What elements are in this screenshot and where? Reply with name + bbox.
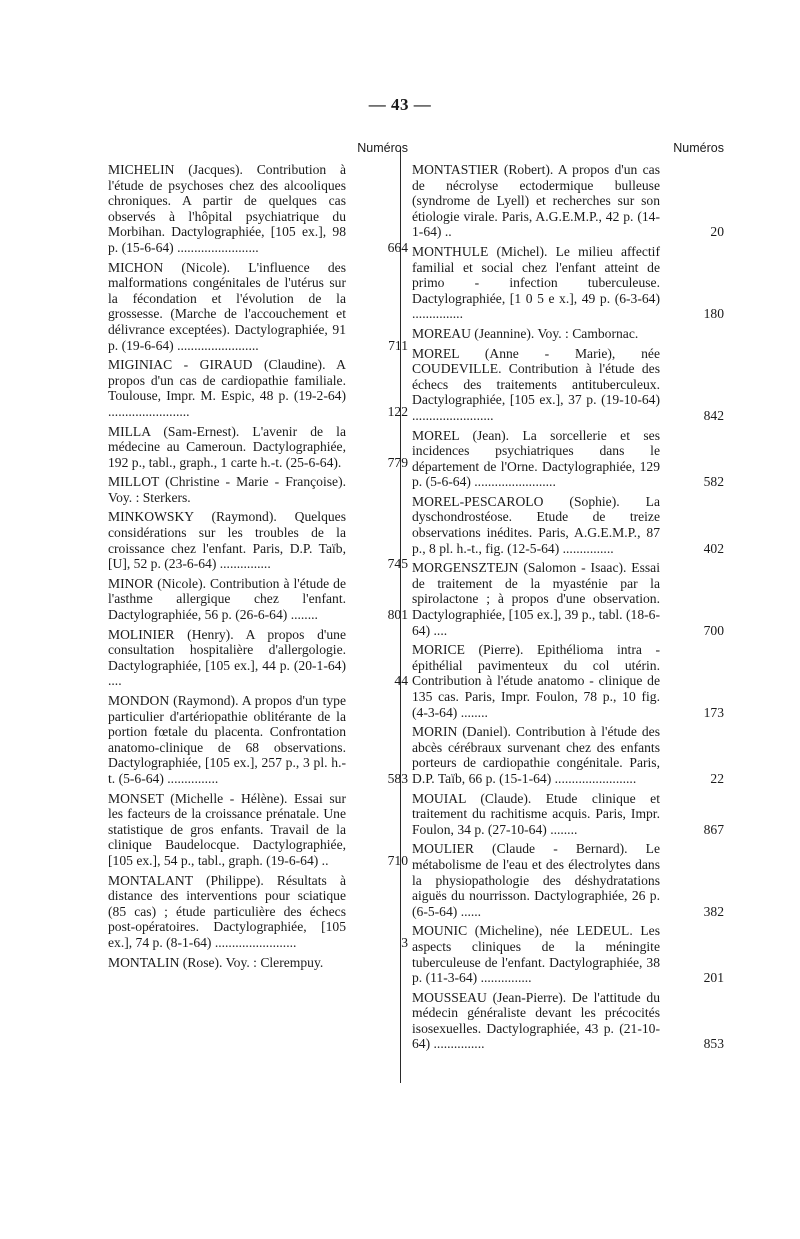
bibliography-entry — [412, 162, 724, 240]
entry-text: MOLINIER (Henry). A propos d'une consultation hospitalière d'allergologie. Dactylographiée, [105 ex.], 44 p. (20-1-64) .... — [108, 626, 346, 689]
bibliography-entry — [108, 357, 408, 419]
entry-text: MOREL (Anne - Marie), née COUDEVILLE. Contribution à l'étude des échecs des traitements antituberculeux. Dactylographiée, [105 ex.], 37 p. (19-10-64) ........................ — [412, 345, 660, 423]
entry-text: MONDON (Raymond). A propos d'un type particulier d'artériopathie oblitérante de la portion fœtale du placenta. Confrontation anatomo-clinique de 68 observations. Dactylographiée, [105 ex.], 257 p., 3 pl. h.-t. (5-6-64) ............... — [108, 693, 346, 786]
numeros-heading: Numéros — [357, 141, 408, 155]
bibliography-entry — [108, 162, 408, 256]
bibliography-entry — [412, 326, 712, 342]
right-column — [412, 138, 724, 1056]
bibliography-entry — [108, 260, 408, 354]
entry-number: 779 — [387, 454, 408, 470]
bibliography-entry — [108, 509, 408, 571]
entry-number: 745 — [387, 556, 408, 572]
entry-number: 700 — [703, 622, 724, 638]
entry-text: MONTALIN (Rose). Voy. : Clerempuy. — [108, 954, 324, 970]
bibliography-entry — [108, 955, 408, 971]
entry-text: MORICE (Pierre). Epithélioma intra - épithélial pavimenteux du col utérin. Contribution à l'étude anatomo - clinique de 135 cas. Paris, Impr. Foulon, 78 p., 10 fig. (4-3-64) ........ — [412, 642, 660, 720]
entry-text: MIGINIAC - GIRAUD (Claudine). A propos d'un cas de cardiopathie familiale. Toulouse, Impr. M. Espic, 48 p. (19-2-64) ........................ — [108, 357, 346, 419]
entry-text: MICHELIN (Jacques). Contribution à l'étude de psychoses chez des alcooliques chroniques. A partir de quelques cas observés à l'hôpital psychiatrique du Morbihan. Dactylographiée, [105 ex.], 98 p. (15-6-64) ........................ — [108, 162, 346, 255]
bibliography-entry — [412, 642, 724, 720]
entry-text: MILLOT (Christine - Marie - Françoise). Voy. : Sterkers. — [108, 474, 346, 505]
bibliography-entry — [412, 724, 724, 786]
entry-number: 122 — [387, 403, 408, 419]
bibliography-entry — [108, 474, 408, 505]
bibliography-entry — [108, 576, 408, 623]
entry-text: MONSET (Michelle - Hélène). Essai sur les facteurs de la croissance prénatale. Une statistique de gros enfants. Travail de la clinique Baudelocque. Dactylographiée, [105 ex.], 54 p., tabl., graph. (19-6-64) .. — [108, 790, 346, 868]
entry-number: 867 — [703, 821, 724, 837]
entry-number: 201 — [703, 970, 724, 986]
page-number: — 43 — — [368, 95, 432, 114]
entry-number: 44 — [394, 673, 408, 689]
entry-text: MOUIAL (Claude). Etude clinique et traitement du rachitisme acquis. Paris, Impr. Foulon, 34 p. (27-10-64) ........ — [412, 790, 660, 837]
entry-text: MOUSSEAU (Jean-Pierre). De l'attitude du médecin généraliste devant les précocités isosexuelles. Dactylographiée, 43 p. (21-10-64) ............... — [412, 989, 660, 1052]
entry-number: 801 — [387, 607, 408, 623]
entry-text: MOULIER (Claude - Bernard). Le métabolisme de l'eau et des électrolytes dans la physiopathologie des déshydratations aiguës du nourrisson. Dactylographiée, 26 p. (6-5-64) ...... — [412, 841, 660, 919]
bibliography-entry — [108, 873, 408, 951]
bibliography-entry — [412, 923, 724, 986]
bibliography-entry — [412, 790, 724, 838]
bibliography-entry — [412, 841, 724, 919]
bibliography-entry — [412, 989, 724, 1052]
bibliography-entry — [412, 560, 724, 638]
entry-text: MORGENSZTEJN (Salomon - Isaac). Essai de traitement de la myasténie par la spirolactone ; à propos d'une observation. Dactylographiée, [105 ex.], 39 p., tabl. (18-6-64) .... — [412, 560, 660, 638]
bibliography-entry — [108, 693, 408, 787]
entry-text: MOREL-PESCAROLO (Sophie). La dyschondrostéose. Etude de treize observations inédites. Paris, A.G.E.M.P., 87 p., 8 pl. h.-t., fig. (12-5-64) ............... — [412, 493, 660, 556]
entry-text: MOREAU (Jeannine). Voy. : Cambornac. — [412, 325, 639, 341]
bibliography-entry — [412, 243, 724, 322]
entry-number: 664 — [387, 239, 408, 255]
entry-number: 22 — [710, 770, 724, 786]
entry-text: MOREL (Jean). La sorcellerie et ses incidences psychiatriques dans le département de l'Orne. Dactylographiée, 129 p. (5-6-64) ........................ — [412, 427, 660, 490]
entry-number: 173 — [703, 704, 724, 720]
entry-number: 583 — [387, 770, 408, 786]
entry-text: MICHON (Nicole). L'influence des malformations congénitales de l'utérus sur la fécondation et l'évolution de la grossesse. (Marche de l'accouchement et délivrance exceptées). Dactylographiée, 91 p. (19-6-64) ........................ — [108, 259, 346, 353]
entry-number: 853 — [703, 1036, 724, 1052]
entry-number: 3 — [401, 934, 408, 950]
bibliography-entry — [108, 627, 408, 689]
entry-text: MINOR (Nicole). Contribution à l'étude de l'asthme allergique chez l'enfant. Dactylographiée, 56 p. (26-6-64) ........ — [108, 575, 346, 623]
entry-text: MONTALANT (Philippe). Résultats à distance des interventions pour sciatique (85 cas) ; étude particulière des échecs post-opératoires. Dactylographiée, [105 ex.], 74 p. (8-1-64) ........................ — [108, 872, 346, 950]
entry-number: 842 — [703, 407, 724, 423]
bibliography-entry — [108, 424, 408, 471]
entry-number: 582 — [703, 474, 724, 490]
entry-text: MONTASTIER (Robert). A propos d'un cas de nécrolyse ectodermique bulleuse (syndrome de Lyell) et recherches sur son étiologie virale. Paris, A.G.E.M.P., 42 p. (14-1-64) .. — [412, 162, 660, 240]
entry-number: 180 — [703, 306, 724, 322]
numeros-heading: Numéros — [673, 141, 724, 155]
entry-number: 710 — [387, 852, 408, 868]
entry-number: 402 — [703, 540, 724, 556]
bibliography-entry — [412, 427, 724, 490]
entry-text: MOUNIC (Micheline), née LEDEUL. Les aspects cliniques de la méningite tuberculeuse de l'enfant. Dactylographiée, 38 p. (11-3-64) ............... — [412, 923, 660, 986]
entry-number: 711 — [388, 337, 408, 353]
entry-text: MONTHULE (Michel). Le milieu affectif familial et social chez l'enfant atteint de primo - infection tuberculeuse. Dactylographiée, [1 0 5 e x.], 49 p. (6-3-64) ............... — [412, 243, 660, 322]
entry-text: MINKOWSKY (Raymond). Quelques considérations sur les troubles de la croissance chez l'enfant. Paris, D.P. Taïb, [U], 52 p. (23-6-64) ............... — [108, 509, 346, 572]
entry-number: 20 — [710, 224, 724, 240]
entry-number: 382 — [703, 903, 724, 919]
bibliography-entry — [412, 493, 724, 556]
bibliography-entry — [412, 345, 724, 424]
entry-text: MORIN (Daniel). Contribution à l'étude des abcès cérébraux survenant chez des enfants porteurs de cardiopathie congénitale. Paris, D.P. Taïb, 66 p. (15-1-64) ........................ — [412, 724, 660, 786]
bibliography-entry — [108, 791, 408, 869]
left-column — [108, 138, 408, 974]
entry-text: MILLA (Sam-Ernest). L'avenir de la médecine au Cameroun. Dactylographiée, 192 p., tabl., graph., 1 carte h.-t. (25-6-64). — [108, 423, 346, 470]
